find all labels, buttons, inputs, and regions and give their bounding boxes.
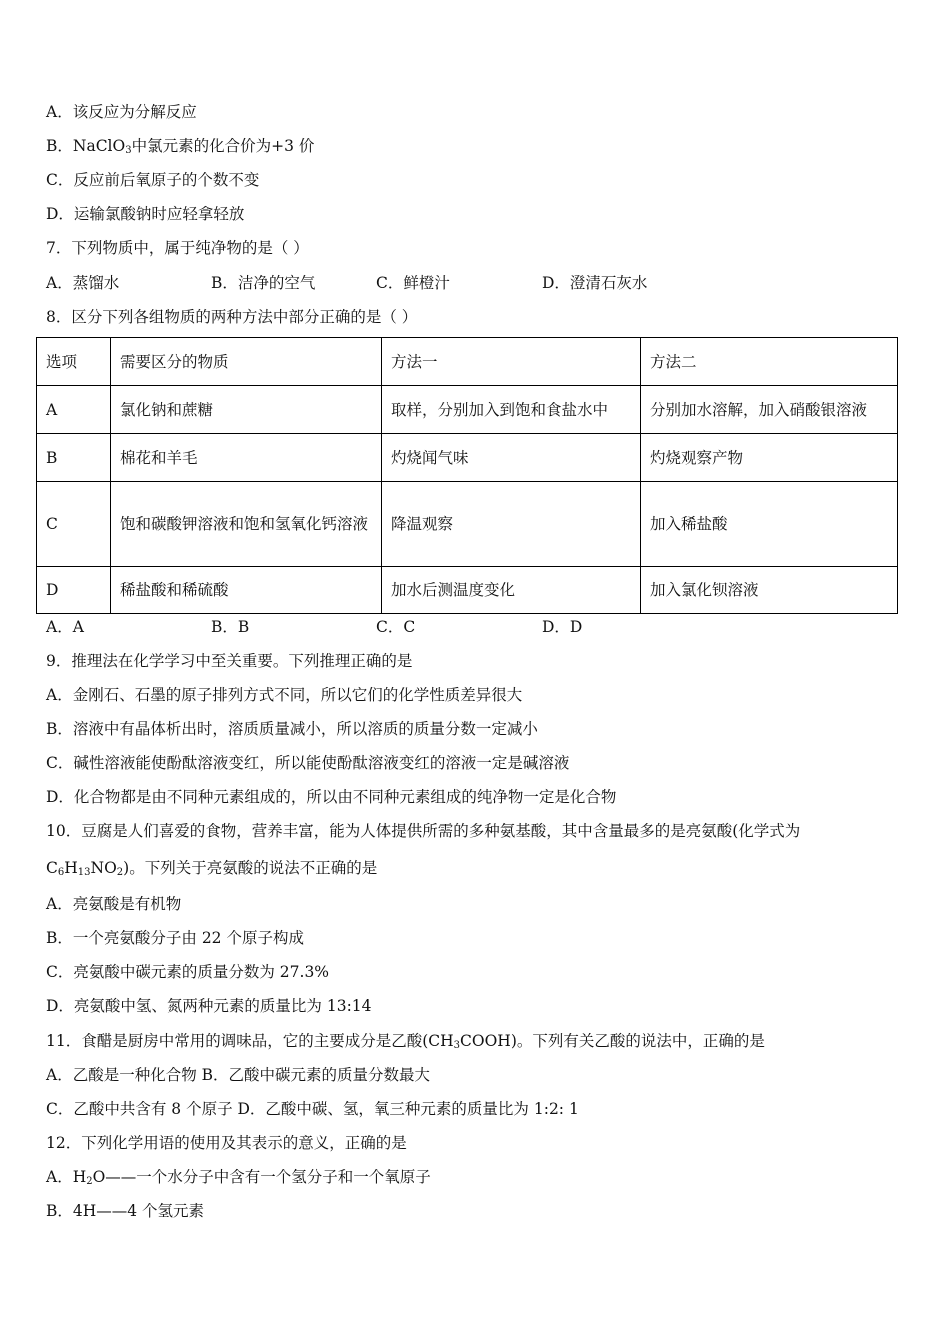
q8-header-method-2: 方法二 (641, 338, 898, 386)
q10-option-c: C．亮氨酸中碳元素的质量分数为 27.3% (46, 963, 330, 981)
table-cell: D (37, 567, 111, 614)
q9-stem: 9．推理法在化学学习中至关重要。下列推理正确的是 (46, 652, 413, 670)
table-row (37, 386, 898, 434)
q9-option-a: A．金刚石、石墨的原子排列方式不同，所以它们的化学性质差异很大 (46, 686, 523, 704)
q12-option-b: B．4H——4 个氢元素 (46, 1202, 205, 1220)
table-row (37, 567, 898, 614)
table-cell: A (37, 386, 111, 434)
q11-options-ab: A．乙酸是一种化合物 B．乙酸中碳元素的质量分数最大 (46, 1066, 431, 1084)
q8-table-header-row (37, 338, 898, 386)
q8-option-d: D．D (542, 618, 583, 636)
table-cell: C (37, 482, 111, 567)
q8-header-method-1: 方法一 (382, 338, 641, 386)
q10-formula-c-sub: 6 (57, 867, 65, 878)
table-cell: 灼烧观察产物 (641, 434, 898, 482)
q7-option-d: D．澄清石灰水 (542, 274, 648, 292)
q11-stem (46, 1030, 765, 1052)
q10-formula-h: H (64, 859, 78, 877)
q7-option-c: C．鲜橙汁 (376, 274, 450, 292)
q11-options-cd: C．乙酸中共含有 8 个原子 D．乙酸中碳、氢，氧三种元素的质量比为 1:2: 1 (46, 1100, 579, 1118)
q9-option-c: C．碱性溶液能使酚酞溶液变红，所以能使酚酞溶液变红的溶液一定是碱溶液 (46, 754, 570, 772)
q7-option-a: A．蒸馏水 (46, 274, 120, 292)
table-cell: 棉花和羊毛 (111, 434, 382, 482)
q8-table (36, 337, 898, 614)
q7-options (46, 272, 906, 294)
q10-stem-line-1: 10．豆腐是人们喜爱的食物，营养丰富，能为人体提供所需的多种氨基酸，其中含量最多的是亮氨酸(化学式为 (46, 822, 801, 840)
q8-option-b: B．B (211, 618, 250, 636)
table-cell: 稀盐酸和稀硫酸 (111, 567, 382, 614)
q8-option-a: A．A (46, 618, 84, 636)
q10-stem-line-2-suffix: )。下列关于亮氨酸的说法不正确的是 (123, 859, 378, 877)
q11-stem-prefix: 11．食醋是厨房中常用的调味品，它的主要成分是乙酸(CH (46, 1032, 454, 1050)
table-cell: 饱和碳酸钾溶液和饱和氢氧化钙溶液 (111, 482, 382, 567)
q6-option-a: A．该反应为分解反应 (46, 103, 197, 121)
table-cell: 氯化钠和蔗糖 (111, 386, 382, 434)
q6-option-c: C．反应前后氧原子的个数不变 (46, 171, 260, 189)
q12-option-a-prefix: A．H (46, 1168, 87, 1186)
q8-header-substances: 需要区分的物质 (111, 338, 382, 386)
q8-option-c: C．C (376, 618, 416, 636)
q10-option-b: B．一个亮氨酸分子由 22 个原子构成 (46, 929, 304, 947)
q6-option-b-subscript: 3 (125, 145, 132, 156)
q10-formula-no: NO (90, 859, 117, 877)
q8-options (46, 616, 906, 638)
q12-option-a-subscript: 2 (86, 1176, 93, 1187)
q11-stem-suffix: COOH)。下列有关乙酸的说法中，正确的是 (460, 1032, 765, 1050)
table-cell: 分别加水溶解，加入硝酸银溶液 (641, 386, 898, 434)
q8-stem: 8．区分下列各组物质的两种方法中部分正确的是（ ） (46, 308, 418, 326)
q6-option-b-prefix: B．NaClO (46, 137, 126, 155)
table-cell: B (37, 434, 111, 482)
table-row (37, 434, 898, 482)
q10-formula-c: C (46, 859, 58, 877)
table-cell: 加入氯化钡溶液 (641, 567, 898, 614)
q10-formula-no-sub: 2 (116, 867, 124, 878)
q10-option-d: D．亮氨酸中氢、氮两种元素的质量比为 13:14 (46, 997, 372, 1015)
q12-stem: 12．下列化学用语的使用及其表示的意义，正确的是 (46, 1134, 407, 1152)
q10-option-a: A．亮氨酸是有机物 (46, 895, 182, 913)
q6-option-d: D．运输氯酸钠时应轻拿轻放 (46, 205, 245, 223)
q10-formula-h-sub: 13 (77, 867, 91, 878)
q8-header-option: 选项 (37, 338, 111, 386)
table-row (37, 482, 898, 567)
table-cell: 加入稀盐酸 (641, 482, 898, 567)
q12-option-a-suffix: O——一个水分子中含有一个氢分子和一个氧原子 (92, 1168, 431, 1186)
table-cell: 降温观察 (382, 482, 641, 567)
q11-stem-subscript: 3 (453, 1040, 461, 1051)
q9-option-d: D．化合物都是由不同种元素组成的，所以由不同种元素组成的纯净物一定是化合物 (46, 788, 617, 806)
q7-option-b: B．洁净的空气 (211, 274, 316, 292)
q10-stem-line-2 (46, 857, 377, 879)
q7-stem: 7．下列物质中，属于纯净物的是（ ） (46, 239, 309, 257)
q9-option-b: B．溶液中有晶体析出时，溶质质量减小，所以溶质的质量分数一定减小 (46, 720, 538, 738)
q6-option-b-suffix: 中氯元素的化合价为+3 价 (131, 137, 315, 155)
table-cell: 加水后测温度变化 (382, 567, 641, 614)
q12-option-a (46, 1166, 431, 1188)
q6-option-b (46, 135, 314, 157)
table-cell: 取样，分别加入到饱和食盐水中 (382, 386, 641, 434)
table-cell: 灼烧闻气味 (382, 434, 641, 482)
